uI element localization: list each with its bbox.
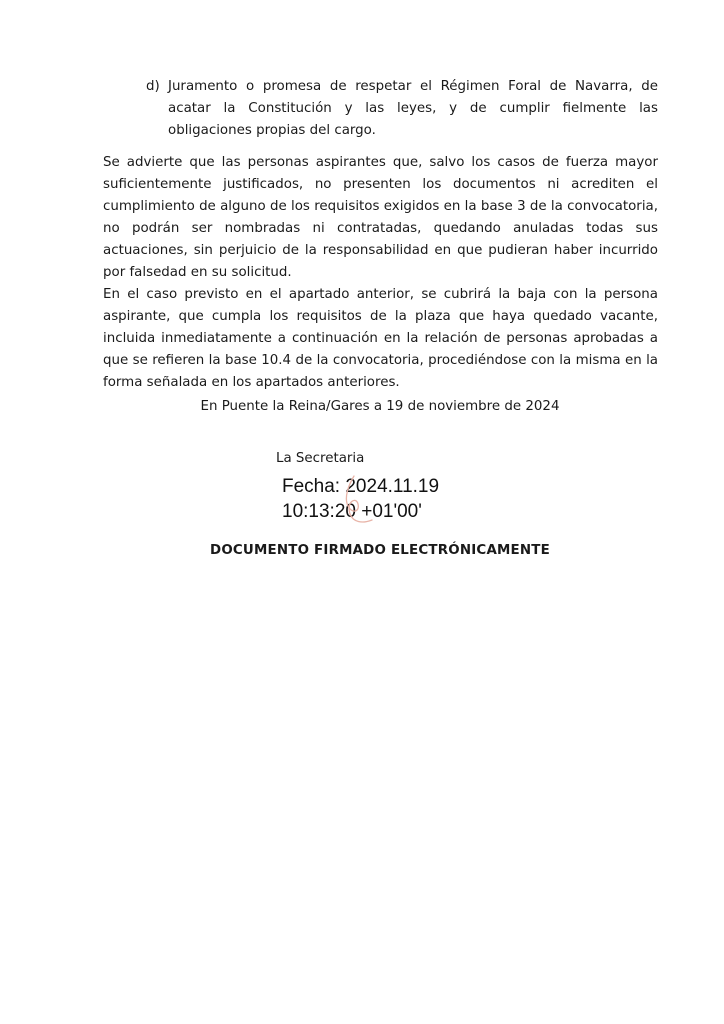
handwritten-signature-mark (334, 472, 380, 528)
list-marker: d) (146, 79, 160, 94)
signature-time: 10:13:20 +01'00' (282, 501, 422, 522)
electronic-signature-notice: DOCUMENTO FIRMADO ELECTRÓNICAMENTE (210, 543, 550, 558)
signature-date: Fecha: 2024.11.19 (282, 476, 440, 497)
signature-stroke (346, 476, 372, 522)
paragraph-replacement: En el caso previsto en el apartado anterior, se cubrirá la baja con la persona aspirante, que cumpla los requisitos de la plaza que haya quedado vacante, incluida inmediatamente a continuación en la relación de personas aprobadas a que se refieren la base 10.4 de la convocatoria, procediéndose con la misma en la forma señalada en los apartados anteriores. (103, 287, 658, 390)
signer-role: La Secretaria (276, 451, 365, 466)
place-date-line: En Puente la Reina/Gares a 19 de noviembre de 2024 (200, 399, 560, 414)
paragraph-warning: Se advierte que las personas aspirantes que, salvo los casos de fuerza mayor suficientemente justificados, no presenten los documentos ni acrediten el cumplimiento de alguno de los requisitos exigidos en la base 3 de la convocatoria, no podrán ser nombradas ni contratadas, quedando anuladas todas sus actuaciones, sin perjuicio de la responsabilidad en que pudieran haber incurrido por falsedad en su solicitud. (103, 155, 658, 280)
list-item-text: Juramento o promesa de respetar el Régimen Foral de Navarra, de acatar la Constitución y las leyes, y de cumplir fielmente las obligaciones propias del cargo. (168, 79, 658, 138)
list-item-d (146, 76, 658, 142)
